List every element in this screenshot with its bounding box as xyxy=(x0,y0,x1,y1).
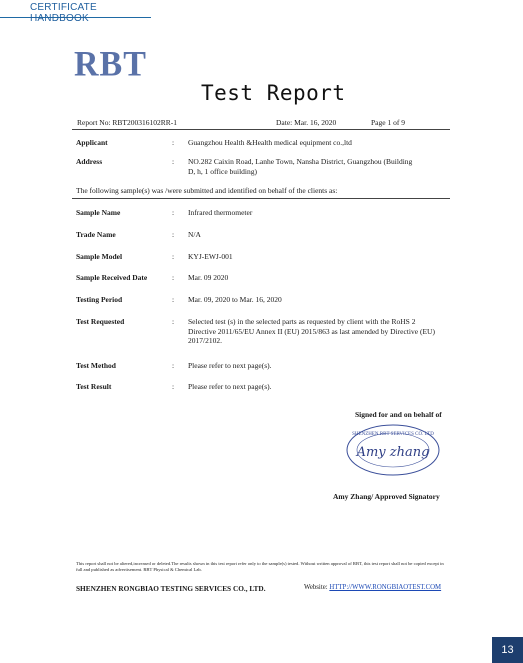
field-label: Sample Received Date xyxy=(76,273,148,282)
field-value: KYJ-EWJ-001 xyxy=(188,252,233,261)
signature: Amy zhang xyxy=(356,445,430,460)
website-line xyxy=(304,584,441,591)
address-value: NO.282 Caixin Road, Lanhe Town, Nansha District, Guangzhou (Building D, h, 1 office building) xyxy=(188,157,413,176)
report-date: Date: Mar. 16, 2020 xyxy=(276,118,337,127)
field-value: Selected test (s) in the selected parts as requested by client with the RoHS 2 Directive 2011/65/EU Annex II (EU) 2015/863 as last amended by Directive (EU) 2017/2102. xyxy=(188,317,435,345)
field-label: Testing Period xyxy=(76,295,123,304)
company-stamp xyxy=(343,423,443,477)
field-value: Please refer to next page(s). xyxy=(188,361,272,370)
signed-for-text: Signed for and on behalf of xyxy=(355,410,442,419)
field-label: Sample Model xyxy=(76,252,123,261)
report-number: Report No: RBT200316102RR-1 xyxy=(77,118,178,127)
colon: : xyxy=(172,230,175,239)
company-name: SHENZHEN RONGBIAO TESTING SERVICES CO., LTD. xyxy=(76,584,266,593)
report-title: Test Report xyxy=(201,81,346,105)
colon: : xyxy=(172,252,175,261)
divider xyxy=(72,129,450,130)
colon: : xyxy=(172,295,175,304)
colon: : xyxy=(172,273,175,282)
colon: : xyxy=(172,382,175,391)
stamp-text: SHENZHEN RBT SERVICES CO. LTD xyxy=(352,432,434,437)
applicant-value: Guangzhou Health &Health medical equipment co.,ltd xyxy=(188,138,352,147)
colon: : xyxy=(172,138,175,147)
disclaimer: This report shall not be altered,increased or deleted.The results shown in this test report refer only to the sample(s) tested. Without written approval of RBT, this test report shall not be copied except in full and published as advertisement. RBT Physical & Chemical Lab. xyxy=(76,561,444,572)
rbt-logo: RBT xyxy=(74,45,147,84)
address-label: Address xyxy=(76,157,103,166)
divider xyxy=(72,198,450,199)
field-value: N/A xyxy=(188,230,201,239)
field-label: Trade Name xyxy=(76,230,116,239)
field-label: Test Method xyxy=(76,361,116,370)
handbook-header xyxy=(0,0,151,24)
field-value: Infrared thermometer xyxy=(188,208,253,217)
field-label: Test Result xyxy=(76,382,112,391)
field-label: Test Requested xyxy=(76,317,125,326)
website-link[interactable]: HTTP://WWW.RONGBIAOTEST.COM xyxy=(329,584,442,591)
handbook-title: CERTIFICATE HANDBOOK xyxy=(30,2,97,24)
website-label: Website: xyxy=(304,584,328,591)
colon: : xyxy=(172,157,175,166)
field-value: Please refer to next page(s). xyxy=(188,382,272,391)
intro-text: The following sample(s) was /were submitted and identified on behalf of the clients as: xyxy=(76,186,338,195)
field-value: Mar. 09 2020 xyxy=(188,273,229,282)
signatory: Amy Zhang/ Approved Signatory xyxy=(333,492,440,501)
applicant-label: Applicant xyxy=(76,138,108,147)
colon: : xyxy=(172,361,175,370)
colon: : xyxy=(172,317,175,326)
field-label: Sample Name xyxy=(76,208,121,217)
report-page: Page 1 of 9 xyxy=(371,118,405,127)
field-value: Mar. 09, 2020 to Mar. 16, 2020 xyxy=(188,295,282,304)
colon: : xyxy=(172,208,175,217)
page-number-badge: 13 xyxy=(492,637,523,663)
